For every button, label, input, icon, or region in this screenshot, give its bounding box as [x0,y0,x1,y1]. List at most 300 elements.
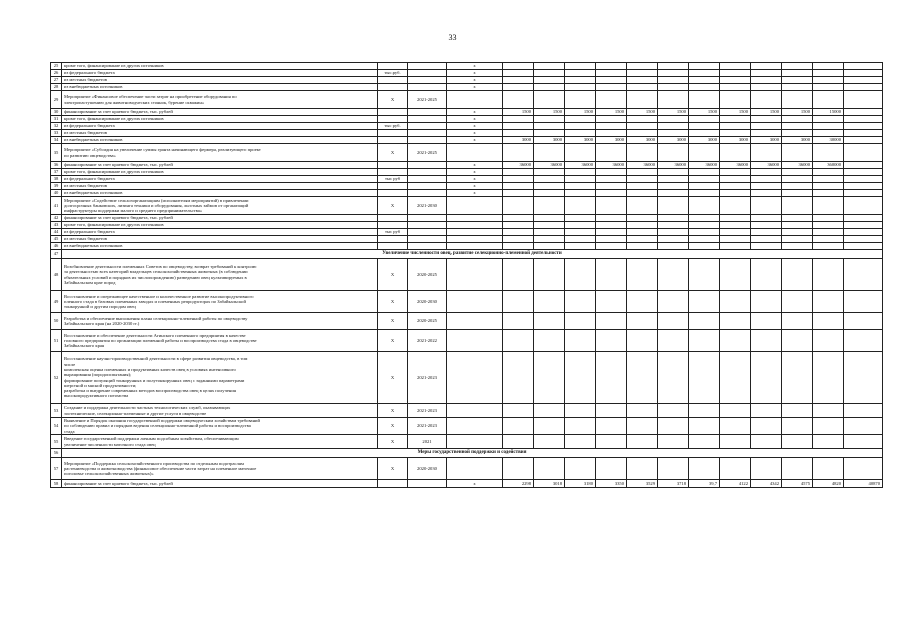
row-description [62,404,378,418]
value-cell [534,91,565,109]
row-description [62,330,378,352]
marker-cell: x [447,84,503,91]
value-cell [782,330,813,352]
value-cell [844,176,883,183]
row-description-text: из местных бюджетов [64,236,107,242]
value-cell [565,243,596,250]
value-cell [844,404,883,418]
value-cell [751,116,782,123]
value-cell [534,169,565,176]
table-row [51,243,883,250]
value-cell [534,144,565,162]
row-description-text: из местных бюджетов [64,130,107,136]
value-cell [565,169,596,176]
unit-cell: X [378,458,408,480]
unit-cell: X [378,404,408,418]
value-cell [658,236,689,243]
value-cell [813,313,844,330]
row-description-text: из внебюджетных источников [64,84,123,90]
value-cell [782,84,813,91]
period-cell [408,169,447,176]
value-cell [565,84,596,91]
value-cell [844,183,883,190]
value-cell [782,169,813,176]
value-cell [534,291,565,313]
value-cell [689,313,720,330]
marker-cell: x [447,70,503,77]
unit-cell [378,243,408,250]
value-cell [689,418,720,435]
table-row [51,130,883,137]
value-cell [751,291,782,313]
value-cell: 36000 [782,162,813,169]
value-cell [844,291,883,313]
value-cell [658,123,689,130]
row-number: 47 [51,250,62,259]
row-description-text: кроме того, финансирование из других источников [64,169,164,175]
value-cell [689,91,720,109]
value-cell [596,291,627,313]
value-cell [565,116,596,123]
value-cell [751,77,782,84]
value-cell [782,435,813,449]
value-cell [534,116,565,123]
value-cell [782,352,813,404]
value-cell [503,229,534,236]
value-cell [751,190,782,197]
value-cell [751,313,782,330]
value-cell [627,352,658,404]
row-description-text: финансирование за счет краевого бюджета, тыс. рублей [64,215,173,221]
row-description-text: кроме того, финансирование из других источников [64,222,164,228]
row-number: 55 [51,435,62,449]
row-description [62,183,378,190]
row-description-text: Мероприятие «Поддержка сельскохозяйственного производства по отдельным подотраслям растениеводства и животноводства (финансовое обеспечение части затрат на племенное маточное поголовье сельскохозяйственных животных)» [64,460,257,477]
row-description [62,144,378,162]
marker-cell [447,259,503,291]
table-row [51,229,883,236]
value-cell [720,123,751,130]
row-description [62,229,378,236]
value-cell [782,77,813,84]
value-cell: 3000 [565,137,596,144]
value-cell [596,144,627,162]
row-number: 50 [51,313,62,330]
table-row [51,190,883,197]
value-cell [751,130,782,137]
table-row [51,183,883,190]
value-cell [627,330,658,352]
value-cell [720,352,751,404]
value-cell [689,190,720,197]
row-description [62,458,378,480]
value-cell [689,222,720,229]
value-cell [751,229,782,236]
value-cell [596,123,627,130]
table-row [51,449,883,458]
unit-cell: X [378,418,408,435]
table-row [51,116,883,123]
row-number: 28 [51,84,62,91]
table-row [51,169,883,176]
value-cell [689,116,720,123]
table-row [51,259,883,291]
value-cell: 1500 [751,109,782,116]
value-cell [627,169,658,176]
period-cell [408,63,447,70]
value-cell [596,176,627,183]
value-cell [627,176,658,183]
row-number: 44 [51,229,62,236]
value-cell [813,123,844,130]
value-cell: 2298 [503,480,534,488]
marker-cell [447,91,503,109]
section-heading: Увеличение численности овец, развитие селекционно-племенной деятельности [62,250,883,259]
row-description-text: Восстановление научно-производственной деятельности в сфере развития овцеводства, в том числе комплексная оценка племенных и продуктивных качеств овец в условиях интенсивного выращивания (породоиспытания); формирование популяций тонкорунных и полутонкорунных овец с заданными параметрами шерстной и мясной продуктивности; разработка и внедрение современных методов воспроизводства овец в целях получения высокопродуктивного потомства [64,356,248,399]
period-cell [408,123,447,130]
value-cell: 3000 [782,137,813,144]
value-cell: 36000 [596,162,627,169]
row-description-text: из внебюджетных источников [64,243,123,249]
value-cell [534,183,565,190]
value-cell [844,229,883,236]
row-description [62,236,378,243]
value-cell [813,418,844,435]
value-cell [534,77,565,84]
value-cell [565,404,596,418]
value-cell [751,458,782,480]
value-cell: 360000 [813,162,844,169]
period-cell: 2021-2023 [408,418,447,435]
value-cell [503,458,534,480]
value-cell [503,259,534,291]
value-cell [565,183,596,190]
program-table [50,62,883,488]
value-cell [844,116,883,123]
value-cell [751,215,782,222]
row-description [62,176,378,183]
value-cell [751,84,782,91]
period-cell [408,77,447,84]
value-cell [534,84,565,91]
value-cell: 4122 [720,480,751,488]
value-cell: 1500 [565,109,596,116]
row-description-text: Восстановление и опережающее качественное и количественное развитие высокопродуктивного пленного стада в базовых племенных заводах и племенных репродукторах по Забайкальской тонкорунной и другим породам овец [64,293,254,310]
value-cell [689,435,720,449]
value-cell [658,229,689,236]
value-cell [782,70,813,77]
table-row [51,137,883,144]
value-cell [720,183,751,190]
row-description [62,84,378,91]
row-description-text: Восстановление и обеспечение деятельности Агинского племенного предприятия в качестве головного предприятия по организации племенной работы и воспроизводства стада в овцеводстве Забайкальского края [64,332,257,349]
unit-cell [378,480,408,488]
row-description-text: из местных бюджетов [64,183,107,189]
table-row [51,215,883,222]
value-cell: 1500 [503,109,534,116]
value-cell [813,236,844,243]
period-cell [408,137,447,144]
value-cell [782,229,813,236]
value-cell [503,197,534,215]
value-cell [627,91,658,109]
value-cell [813,144,844,162]
value-cell: 3718 [658,480,689,488]
period-cell: 2021-2030 [408,197,447,215]
value-cell [813,222,844,229]
value-cell [782,291,813,313]
value-cell [720,176,751,183]
value-cell [782,176,813,183]
value-cell [782,116,813,123]
marker-cell: x [447,109,503,116]
value-cell [844,236,883,243]
value-cell [658,222,689,229]
value-cell: 3000 [751,137,782,144]
value-cell: 3000 [627,137,658,144]
value-cell [813,77,844,84]
table-row [51,313,883,330]
unit-cell [378,84,408,91]
value-cell [627,404,658,418]
value-cell [565,77,596,84]
value-cell [813,243,844,250]
value-cell [689,215,720,222]
period-cell: 2020-2030 [408,458,447,480]
value-cell [627,197,658,215]
value-cell [751,176,782,183]
unit-cell [378,77,408,84]
value-cell [596,418,627,435]
value-cell [565,130,596,137]
row-number: 29 [51,91,62,109]
period-cell [408,229,447,236]
marker-cell [447,229,503,236]
value-cell [689,176,720,183]
row-description-text: финансирование за счет краевого бюджета, тыс. рублей [64,480,173,486]
value-cell [596,229,627,236]
value-cell: 3018 [534,480,565,488]
value-cell [720,243,751,250]
value-cell: 39,7 [689,480,720,488]
value-cell [782,197,813,215]
value-cell [627,458,658,480]
value-cell [534,352,565,404]
unit-cell: X [378,144,408,162]
value-cell [503,77,534,84]
value-cell [813,63,844,70]
value-cell [596,215,627,222]
row-description-text: из внебюджетных источников [64,190,123,196]
value-cell [751,183,782,190]
value-cell [813,458,844,480]
value-cell [565,144,596,162]
table-row [51,176,883,183]
marker-cell [447,435,503,449]
table-row [51,84,883,91]
row-description-text: из федерального бюджета [64,229,115,235]
value-cell [844,162,883,169]
table-row [51,352,883,404]
value-cell [782,236,813,243]
unit-cell: тыс руб. [378,123,408,130]
period-cell [408,70,447,77]
value-cell [751,352,782,404]
unit-cell: X [378,259,408,291]
marker-cell: x [447,130,503,137]
unit-cell: X [378,435,408,449]
value-cell [751,404,782,418]
row-number: 56 [51,449,62,458]
value-cell [534,236,565,243]
marker-cell: x [447,77,503,84]
value-cell [844,123,883,130]
table-row [51,162,883,169]
value-cell [689,352,720,404]
value-cell [689,243,720,250]
row-description-text: Возобновление деятельности племенных Советов по овцеводству, возврат требований к контролю за деятельностью всех категорий владельцев сельскохозяйственных животных (в соблюдении обязательных условий и порядков их числопорождению) разведению овец культивируемых в Забайкальском крае пород [64,263,257,285]
value-cell [534,70,565,77]
value-cell: 3350 [596,480,627,488]
value-cell [658,352,689,404]
value-cell [751,243,782,250]
value-cell [627,243,658,250]
unit-cell [378,63,408,70]
row-description [62,77,378,84]
period-cell [408,183,447,190]
unit-cell [378,236,408,243]
value-cell [565,313,596,330]
value-cell [720,458,751,480]
row-number: 33 [51,130,62,137]
period-cell [408,84,447,91]
value-cell [844,222,883,229]
marker-cell [447,243,503,250]
value-cell [503,330,534,352]
value-cell [658,215,689,222]
value-cell [689,259,720,291]
value-cell [720,63,751,70]
row-number: 52 [51,352,62,404]
row-number: 54 [51,418,62,435]
value-cell [720,291,751,313]
value-cell [627,116,658,123]
marker-cell [447,215,503,222]
value-cell [658,313,689,330]
value-cell [844,352,883,404]
value-cell [658,63,689,70]
value-cell [534,130,565,137]
value-cell [751,330,782,352]
value-cell [689,404,720,418]
value-cell [782,313,813,330]
marker-cell: x [447,169,503,176]
value-cell [503,70,534,77]
period-cell [408,162,447,169]
value-cell [689,236,720,243]
marker-cell: x [447,480,503,488]
row-description [62,91,378,109]
value-cell [813,404,844,418]
table-row [51,480,883,488]
row-number: 42 [51,215,62,222]
value-cell [720,116,751,123]
value-cell: 1500 [534,109,565,116]
value-cell [565,259,596,291]
value-cell [627,259,658,291]
value-cell [782,130,813,137]
row-number: 40 [51,190,62,197]
value-cell [565,222,596,229]
value-cell [596,84,627,91]
value-cell [627,77,658,84]
value-cell [689,458,720,480]
value-cell [689,144,720,162]
marker-cell: x [447,137,503,144]
value-cell [534,404,565,418]
value-cell [596,458,627,480]
period-cell [408,130,447,137]
value-cell: 36000 [658,162,689,169]
value-cell [751,435,782,449]
marker-cell: x [447,162,503,169]
table-row [51,77,883,84]
period-cell: 2021-2023 [408,404,447,418]
value-cell [534,418,565,435]
unit-cell: тыс.руб. [378,70,408,77]
value-cell: 40870 [844,480,883,488]
value-cell [503,116,534,123]
marker-cell [447,222,503,229]
section-heading: Меры государственной поддержки и содействия [62,449,883,458]
value-cell [782,91,813,109]
marker-cell [447,404,503,418]
value-cell: 15000 [813,109,844,116]
value-cell [844,137,883,144]
value-cell [658,330,689,352]
value-cell [596,352,627,404]
value-cell: 36000 [689,162,720,169]
row-description [62,313,378,330]
marker-cell [447,197,503,215]
value-cell [844,313,883,330]
row-number: 46 [51,243,62,250]
value-cell [534,259,565,291]
value-cell [720,435,751,449]
table-row [51,418,883,435]
value-cell [720,215,751,222]
value-cell [627,236,658,243]
unit-cell [378,190,408,197]
value-cell [813,70,844,77]
value-cell [596,169,627,176]
value-cell [751,418,782,435]
value-cell [596,91,627,109]
value-cell [534,313,565,330]
value-cell [596,222,627,229]
value-cell [503,190,534,197]
value-cell [503,404,534,418]
value-cell [596,404,627,418]
value-cell [596,190,627,197]
period-cell [408,190,447,197]
value-cell [565,123,596,130]
value-cell: 3000 [720,137,751,144]
value-cell [782,404,813,418]
value-cell [658,458,689,480]
value-cell: 3000 [534,137,565,144]
unit-cell [378,137,408,144]
